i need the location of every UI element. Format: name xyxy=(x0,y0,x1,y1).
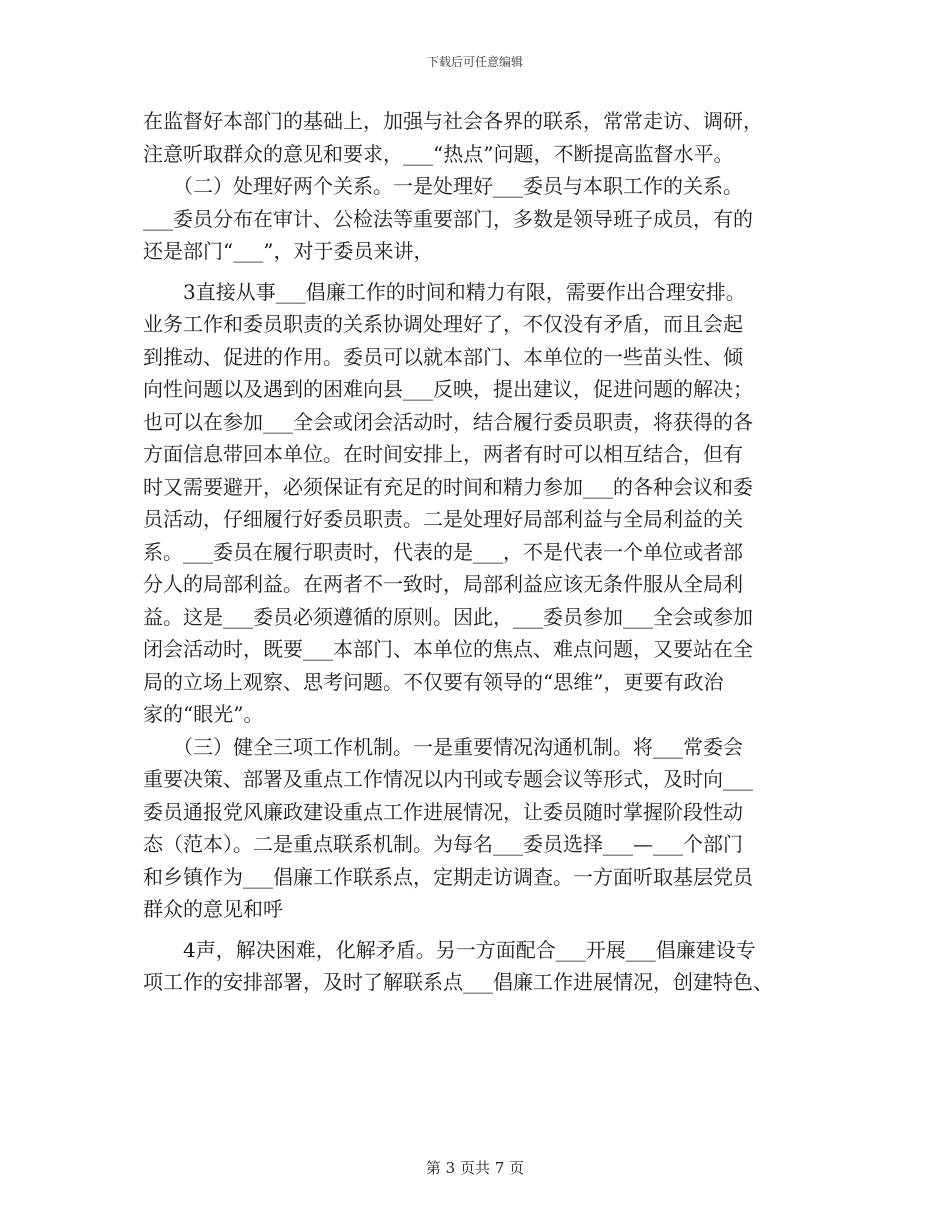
text-line: 注意听取群众的意见和要求，___“热点”问题，不断提高监督水平。 xyxy=(143,141,734,166)
text-line: 系。___委员在履行职责时，代表的是___，不是代表一个单位或者部 xyxy=(143,539,743,564)
page-number: 第 3 页共 7 页 xyxy=(425,1159,525,1177)
text-line: 到推动、促进的作用。委员可以就本部门、本单位的一些苗头性、倾 xyxy=(143,344,743,369)
text-line: 员活动，仔细履行好委员职责。二是处理好局部利益与全局利益的关 xyxy=(143,507,743,531)
text-line: 重要决策、部署及重点工作情况以内刊或专题会议等形式，及时向___ xyxy=(143,767,753,791)
text-line: 也可以在参加___全会或闭会活动时，结合履行委员职责，将获得的各 xyxy=(143,409,753,434)
text-line: 闭会活动时，既要___本部门、本单位的焦点、难点问题，又要站在全 xyxy=(143,637,753,661)
text-line: 益。这是___委员必须遵循的原则。因此，___委员参加___全会或参加 xyxy=(143,604,753,629)
text-line: 在监督好本部门的基础上，加强与社会各界的联系，常常走访、调研， xyxy=(143,109,763,133)
text-line: 3直接从事___倡廉工作的时间和精力有限，需要作出合理安排。 xyxy=(143,279,746,304)
text-line: 局的立场上观察、思考问题。不仅要有领导的“思维”，更要有政治 xyxy=(143,669,724,694)
text-line: 家的“眼光”。 xyxy=(143,702,264,726)
text-line: ___委员分布在审计、公检法等重要部门，多数是领导班子成员，有的 xyxy=(143,206,753,231)
text-line: 还是部门“___”，对于委员来讲， xyxy=(143,239,434,263)
page-break-gap xyxy=(143,926,813,934)
text-line: 4声，解决困难，化解矛盾。另一方面配合___开展___倡廉建设专 xyxy=(143,937,756,962)
text-line: 业务工作和委员职责的关系协调处理好了，不仅没有矛盾，而且会起 xyxy=(143,312,743,336)
text-line: 向性问题以及遇到的困难向县___反映，提出建议，促进问题的解决； xyxy=(143,377,753,401)
document-body xyxy=(143,105,813,999)
text-line: 群众的意见和呼 xyxy=(143,897,283,921)
text-line: （三）健全三项工作机制。一是重要情况沟通机制。将___常委会 xyxy=(143,734,743,759)
page-break-gap xyxy=(143,268,813,276)
text-line: 项工作的安排部署，及时了解联系点___倡廉工作进展情况，创建特色、 xyxy=(143,970,773,994)
text-line: 态（范本）。二是重点联系机制。为每名___委员选择___—___个部门 xyxy=(143,832,743,856)
text-line: 分人的局部利益。在两者不一致时，局部利益应该无条件服从全局利 xyxy=(143,572,743,596)
text-line: 时又需要避开，必须保证有充足的时间和精力参加___的各种会议和委 xyxy=(143,474,753,499)
text-line: （二）处理好两个关系。一是处理好___委员与本职工作的关系。 xyxy=(143,174,743,198)
text-line: 和乡镇作为___倡廉工作联系点，定期走访调查。一方面听取基层党员 xyxy=(143,864,753,889)
text-line: 委员通报党风廉政建设重点工作进展情况，让委员随时掌握阶段性动 xyxy=(143,799,743,824)
page-header: 下载后可任意编辑 xyxy=(426,55,523,69)
text-line: 方面信息带回本单位。在时间安排上，两者有时可以相互结合，但有 xyxy=(143,442,743,466)
